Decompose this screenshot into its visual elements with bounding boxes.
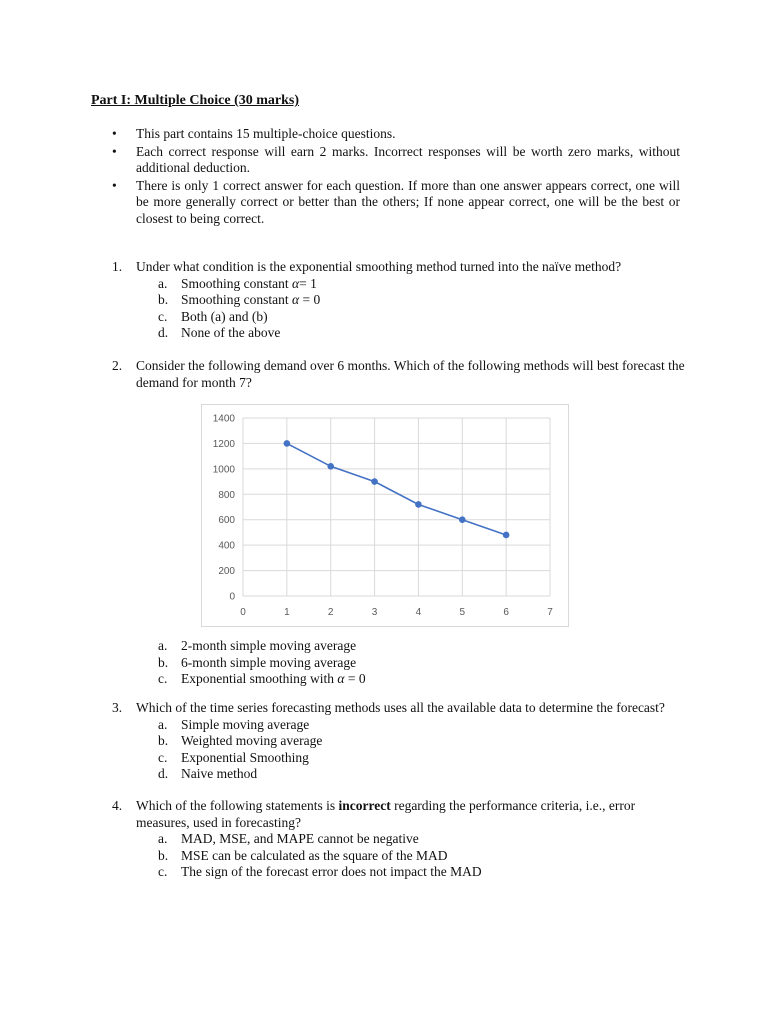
data-point xyxy=(327,463,334,470)
option-list xyxy=(158,831,692,881)
option-letter: b. xyxy=(158,847,169,863)
option-list xyxy=(158,717,692,783)
option-text: Exponential smoothing with xyxy=(181,671,338,686)
x-tick-label: 3 xyxy=(371,607,378,618)
option-text-suffix: = 1 xyxy=(299,275,317,291)
alpha-symbol: α xyxy=(292,275,300,291)
instruction-item xyxy=(110,126,680,143)
y-tick-label: 400 xyxy=(218,540,235,552)
option-letter: c. xyxy=(158,671,168,686)
option-text: The sign of the forecast error does not impact the MAD xyxy=(181,864,482,879)
x-tick-label: 0 xyxy=(240,607,246,618)
option-text: Both (a) and (b) xyxy=(181,308,268,324)
question-number: 2. xyxy=(112,358,123,373)
option-b xyxy=(158,733,692,750)
bullet-icon: • xyxy=(112,143,117,159)
question-4 xyxy=(112,798,692,881)
question-text-start: Which of the following statements is xyxy=(136,798,339,813)
option-c xyxy=(158,750,692,767)
data-point xyxy=(284,440,291,447)
option-letter: a. xyxy=(158,716,168,732)
option-letter: b. xyxy=(158,733,169,748)
instruction-item xyxy=(110,144,680,177)
instruction-text: Each correct response will earn 2 marks. Incorrect responses will be worth zero marks, without additional deduction. xyxy=(136,143,680,175)
y-tick-label: 600 xyxy=(218,515,235,527)
option-text: Naive method xyxy=(181,766,258,781)
part-heading: Part I: Multiple Choice (30 marks) xyxy=(91,93,300,108)
alpha-symbol: α xyxy=(292,292,300,307)
question-text: Which of the time series forecasting methods uses all the available data to determine the forecast? xyxy=(136,700,665,715)
instruction-text: There is only 1 correct answer for each question. If more than one answer appears correct, one will be more generally correct or better than the others; If none appear correct, one will be the best or closest to being correct. xyxy=(136,177,680,226)
option-text: Exponential Smoothing xyxy=(181,749,309,765)
alpha-symbol: α xyxy=(337,671,345,686)
option-d xyxy=(158,325,692,342)
data-point xyxy=(459,516,466,523)
series-line xyxy=(287,443,506,535)
question-text-end: regarding the performance criteria, i.e., error measures, used in forecasting? xyxy=(136,798,636,830)
question-number: 1. xyxy=(112,259,123,274)
option-text-suffix: = 0 xyxy=(299,292,321,307)
question-number: 4. xyxy=(112,798,123,813)
option-c xyxy=(158,309,692,326)
y-tick-label: 1200 xyxy=(212,438,235,450)
option-letter: d. xyxy=(158,325,169,340)
y-tick-label: 1000 xyxy=(212,464,235,476)
option-letter: c. xyxy=(158,749,168,765)
option-text: Smoothing constant xyxy=(181,292,292,307)
instructions-list xyxy=(110,126,680,228)
option-a xyxy=(158,638,692,655)
option-c xyxy=(158,671,692,688)
option-text: Smoothing constant xyxy=(181,275,292,291)
question-text xyxy=(136,798,692,831)
question-2-options xyxy=(112,638,692,688)
x-tick-label: 7 xyxy=(547,607,553,618)
question-text: Under what condition is the exponential smoothing method turned into the naïve method? xyxy=(136,259,622,274)
option-c xyxy=(158,864,692,881)
x-tick-label: 1 xyxy=(284,607,290,618)
option-a xyxy=(158,717,692,734)
option-letter: b. xyxy=(158,292,169,307)
option-text-suffix: = 0 xyxy=(344,671,366,686)
option-letter: b. xyxy=(158,654,169,670)
option-b xyxy=(158,292,692,309)
question-3 xyxy=(112,700,692,783)
question-text: Consider the following demand over 6 months. Which of the following methods will best forecast the demand for month 7? xyxy=(136,358,685,390)
x-tick-label: 2 xyxy=(327,607,334,618)
option-text: Simple moving average xyxy=(181,716,310,732)
option-d xyxy=(158,766,692,783)
option-text: MSE can be calculated as the square of the MAD xyxy=(181,847,448,863)
option-a xyxy=(158,831,692,848)
option-text: MAD, MSE, and MAPE cannot be negative xyxy=(181,831,419,846)
option-letter: a. xyxy=(158,275,168,291)
option-text: 6-month simple moving average xyxy=(181,654,357,670)
option-a xyxy=(158,276,692,293)
y-tick-label: 1400 xyxy=(212,413,235,425)
y-tick-label: 200 xyxy=(218,566,235,578)
question-number: 3. xyxy=(112,700,123,715)
question-2 xyxy=(112,358,692,391)
x-tick-label: 6 xyxy=(503,607,509,618)
data-point xyxy=(415,501,422,508)
option-text: None of the above xyxy=(181,325,281,340)
chart-svg xyxy=(202,405,568,626)
option-letter: a. xyxy=(158,831,168,846)
bullet-icon: • xyxy=(112,126,117,141)
option-letter: d. xyxy=(158,766,169,781)
data-point xyxy=(371,478,378,485)
data-point xyxy=(503,532,510,539)
option-text: Weighted moving average xyxy=(181,733,323,748)
option-b xyxy=(158,655,692,672)
option-letter: c. xyxy=(158,308,168,324)
x-tick-label: 4 xyxy=(415,607,422,618)
x-tick-label: 5 xyxy=(459,607,466,618)
option-list xyxy=(158,638,692,688)
option-b xyxy=(158,848,692,865)
y-tick-label: 800 xyxy=(218,489,235,501)
question-1 xyxy=(112,259,692,342)
question-emphasis: incorrect xyxy=(338,798,391,813)
option-letter: a. xyxy=(158,638,168,653)
bullet-icon: • xyxy=(112,177,117,193)
demand-chart xyxy=(201,404,569,627)
instruction-item xyxy=(110,178,680,228)
y-tick-label: 0 xyxy=(229,591,235,603)
option-letter: c. xyxy=(158,864,168,879)
instruction-text: This part contains 15 multiple-choice questions. xyxy=(136,126,396,141)
option-text: 2-month simple moving average xyxy=(181,638,357,653)
option-list xyxy=(158,276,692,342)
